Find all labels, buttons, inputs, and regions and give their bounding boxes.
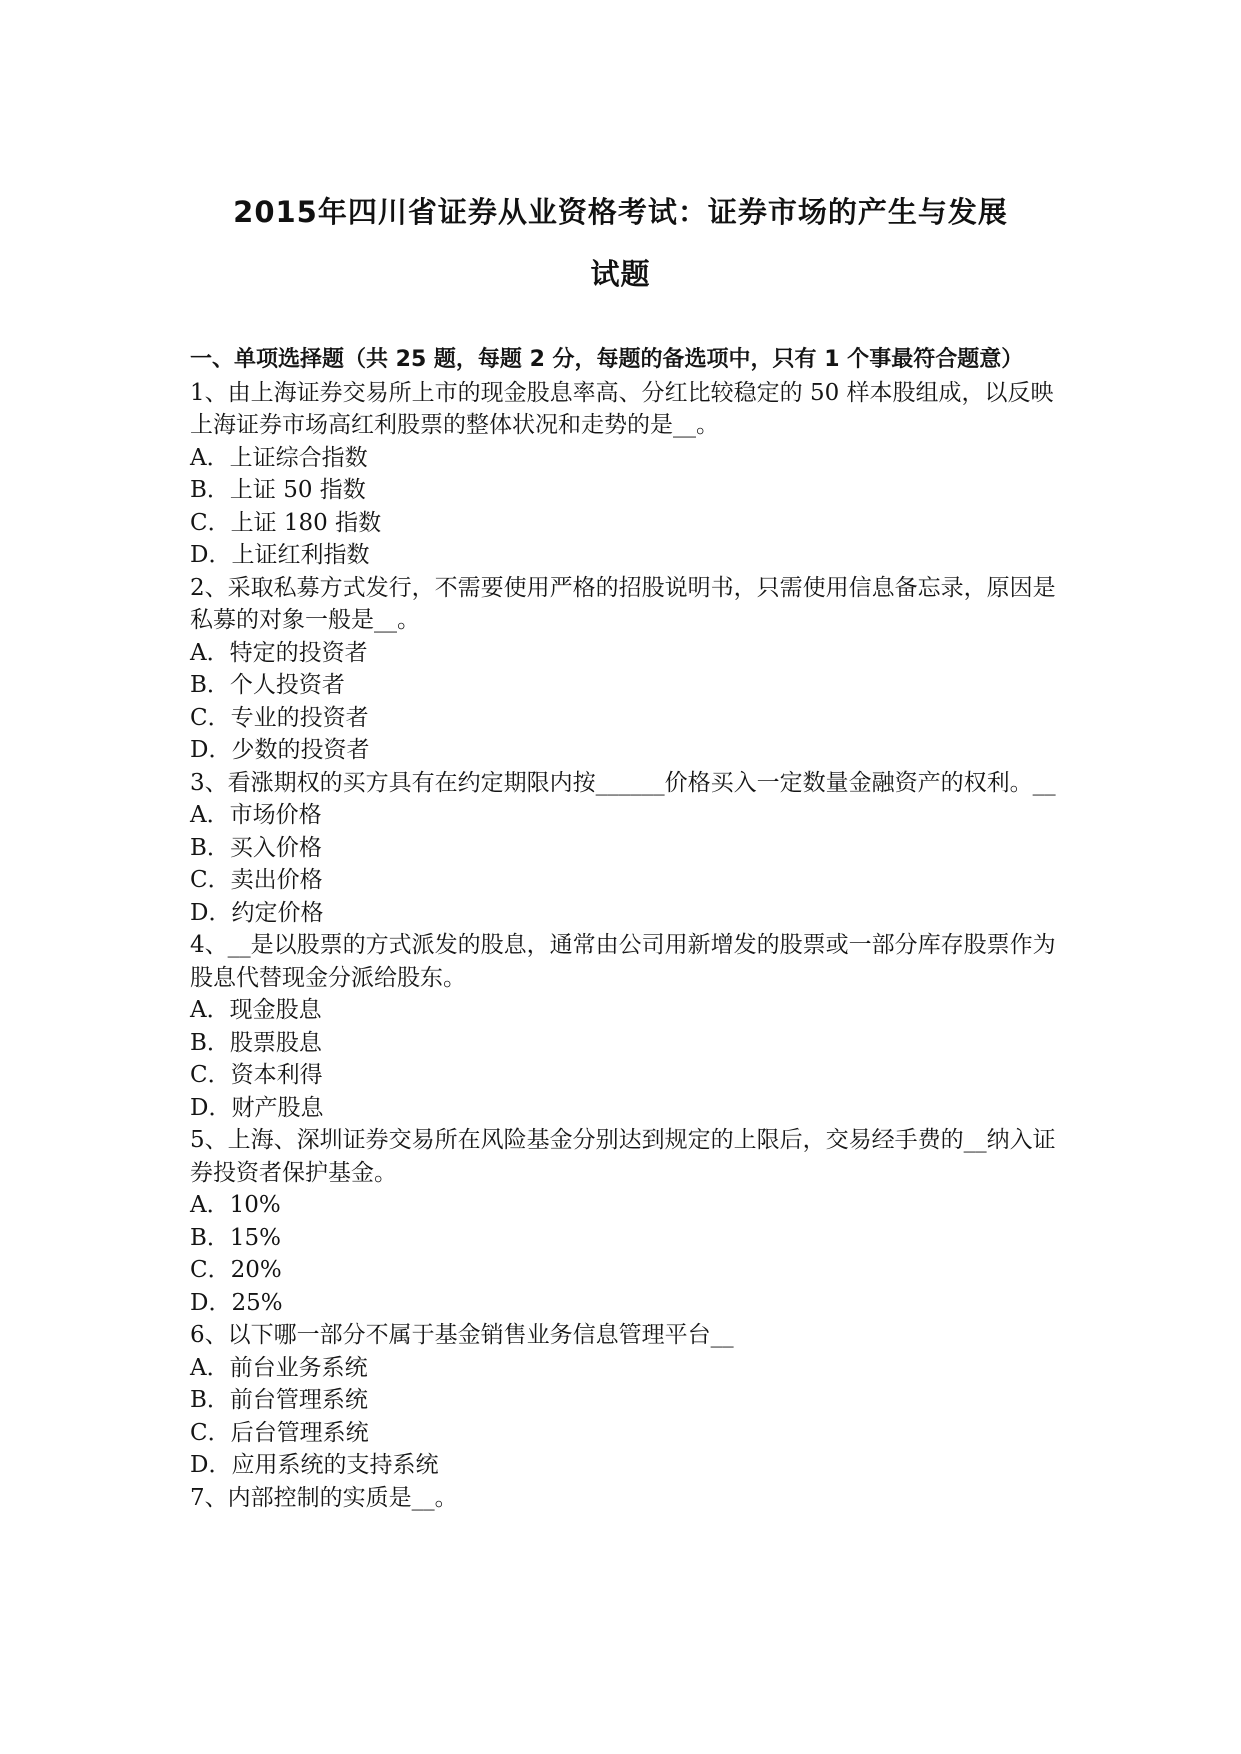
question-5 — [190, 1124, 1060, 1319]
option-c: C．卖出价格 — [190, 867, 323, 893]
question-text: 3、看涨期权的买方具有在约定期限内按______价格买入一定数量金融资产的权利。__ — [190, 769, 1056, 796]
question-text: 4、__是以股票的方式派发的股息，通常由公司用新增发的股票或一部分库存股票作为股息代替现金分派给股东。 — [190, 932, 1056, 991]
question-list — [190, 344, 1060, 1514]
option-c: C．资本利得 — [190, 1062, 323, 1088]
option-a: A．前台业务系统 — [190, 1354, 368, 1381]
question-text: 6、以下哪一部分不属于基金销售业务信息管理平台__ — [190, 1322, 734, 1348]
option-c: C．专业的投资者 — [190, 704, 369, 731]
option-c: C．后台管理系统 — [190, 1419, 369, 1446]
question-4 — [190, 929, 1060, 1124]
option-c: C．20% — [190, 1257, 282, 1283]
question-text: 2、采取私募方式发行，不需要使用严格的招股说明书，只需使用信息备忘录，原因是私募的对象一般是__。 — [190, 574, 1056, 633]
option-b: B．15% — [190, 1224, 282, 1251]
option-a: A．上证综合指数 — [190, 444, 368, 471]
question-text: 5、上海、深圳证券交易所在风险基金分别达到规定的上限后，交易经手费的__纳入证券投资者保护基金。 — [190, 1127, 1056, 1186]
option-b: B．个人投资者 — [190, 672, 345, 698]
option-d: D．25% — [190, 1289, 283, 1316]
option-a: A．现金股息 — [190, 997, 322, 1023]
option-a: A．特定的投资者 — [190, 639, 368, 666]
option-a: A．市场价格 — [190, 802, 322, 828]
question-text: 1、由上海证券交易所上市的现金股息率高、分红比较稳定的 50 样本股组成，以反映上海证券市场高红利股票的整体状况和走势的是__。 — [190, 379, 1054, 438]
question-3 — [190, 767, 1060, 930]
option-d: D．上证红利指数 — [190, 542, 370, 568]
section-heading: 一、单项选择题（共 25 题，每题 2 分，每题的备选项中，只有 1 个事最符合题意） — [190, 347, 1024, 372]
question-7 — [190, 1482, 1060, 1515]
option-b: B．买入价格 — [190, 834, 322, 861]
option-b: B．上证 50 指数 — [190, 477, 366, 503]
option-b: B．股票股息 — [190, 1029, 322, 1056]
document-title-line2: 试题 — [590, 257, 651, 291]
question-1 — [190, 377, 1060, 572]
option-d: D．少数的投资者 — [190, 737, 370, 763]
option-d: D．应用系统的支持系统 — [190, 1452, 439, 1478]
question-6 — [190, 1319, 1060, 1482]
option-c: C．上证 180 指数 — [190, 509, 382, 536]
option-a: A．10% — [190, 1192, 281, 1218]
question-2 — [190, 572, 1060, 767]
option-d: D．财产股息 — [190, 1094, 324, 1121]
option-d: D．约定价格 — [190, 899, 324, 926]
question-text: 7、内部控制的实质是__。 — [190, 1484, 458, 1511]
document-title: 2015年四川省证券从业资格考试：证券市场的产生与发展 — [233, 195, 1008, 229]
option-b: B．前台管理系统 — [190, 1387, 368, 1413]
